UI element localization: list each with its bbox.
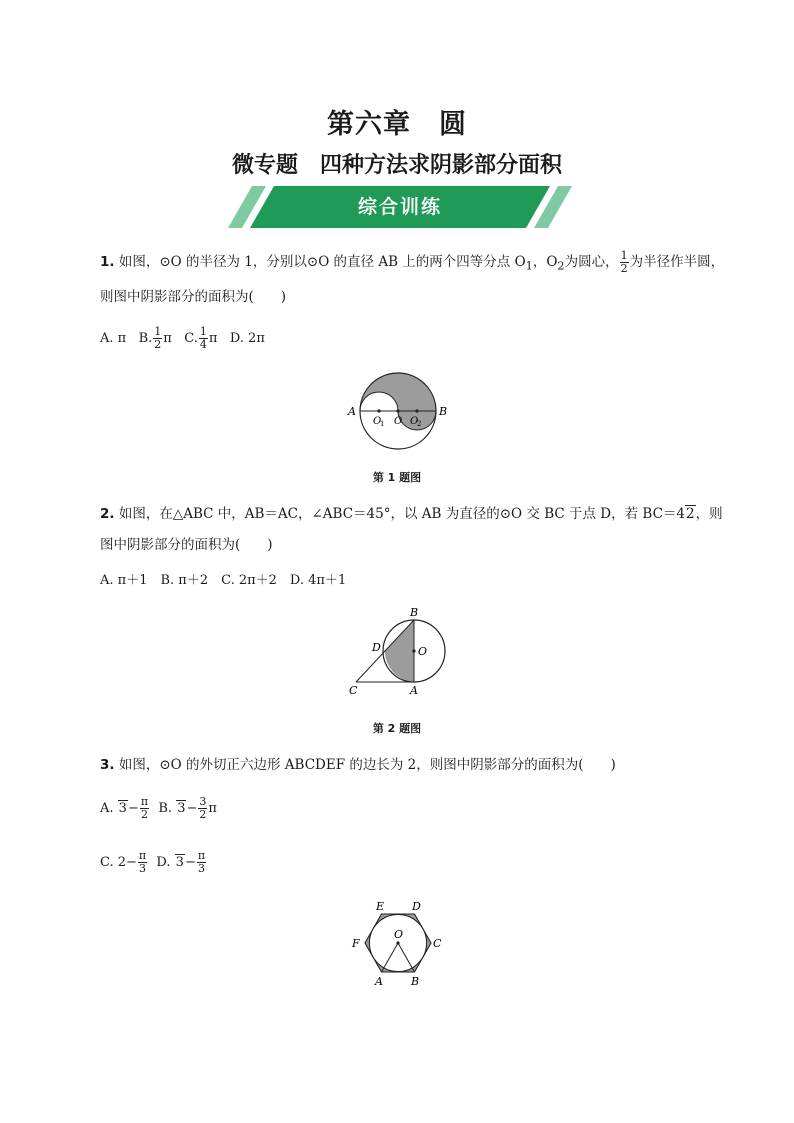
label-b: B [411,975,420,988]
label-c: C [349,684,358,697]
label-o1-sub: 1 [380,420,385,428]
option-c: C. 2− [100,855,137,870]
subscript: 2 [557,259,565,273]
figure-1-caption: 第 1 题图 [372,471,422,484]
fraction: $\frac{1}{2}$ [620,249,628,275]
label-a: A [375,975,383,988]
question-text: 为半径作半圆， [629,254,725,270]
question-text: 则图中阴影部分的面积为( ) [100,288,287,305]
label-c: C [433,937,442,950]
label-f: F [352,937,360,950]
label-o: O [394,416,403,427]
label-o: O [394,928,404,941]
label-d: D [412,900,421,913]
figure-1 [340,368,460,460]
q3-options-row-2: C. 2− $\frac{\pi}{3}$ D. 3− $\frac{\pi}{3}$ [100,849,206,875]
section-banner-label: 综合训练 [357,196,442,218]
question-text: ，则 [695,506,723,522]
label-o1: O [373,416,382,427]
label-a: A [348,405,356,418]
label-a: A [410,684,418,697]
option-b: B. [138,331,153,346]
question-text: 为圆心， [564,254,619,270]
figure-3 [346,895,450,991]
label-d: D [372,641,381,654]
label-o: O [418,645,428,658]
option-a: A. π [100,331,127,346]
question-text: 图中阴影部分的面积为( ) [100,537,273,553]
subtitle: 微专题 四种方法求阴影部分面积 [231,153,562,178]
figure-2-caption: 第 2 题图 [372,722,422,735]
label-b: B [410,606,419,619]
question-number: 3. [100,757,115,773]
q2-options: A. π＋1 B. π＋2 C. 2π＋2 D. 4π＋1 [100,573,347,588]
chapter-title: 第六章 圆 [327,109,467,140]
question-1 [100,247,730,313]
label-o2-sub: 2 [417,420,422,428]
option-d: D. 2π [229,331,265,346]
sqrt: 2 [686,506,695,522]
question-3 [100,750,730,781]
option-c: C. [184,331,198,346]
label-b: B [439,405,448,418]
q3-options-row-1: A. 3− $\frac{\pi}{2}$ B. 3− $\frac{3}{2}$ π [100,795,217,821]
figure-2 [340,603,450,699]
question-text: ，O [532,254,558,270]
question-2 [100,499,730,561]
question-number: 1. [100,254,115,270]
label-o2: O [410,416,419,427]
label-e: E [376,900,385,913]
question-text: 如图，⊙O 的外切正六边形 ABCDEF 的边长为 2，则图中阴影部分的面积为( ) [118,757,616,773]
option-b: B. [158,801,173,816]
question-text: 如图，⊙O 的半径为 1，分别以⊙O 的直径 AB 上的两个四等分点 O [118,254,526,270]
q1-options: A. π B. $\frac{1}{2}$ π C. $\frac{1}{4}$ π D. 2π [100,325,265,351]
subscript: 1 [525,259,533,273]
option-a: A. [100,801,114,816]
question-number: 2. [100,506,115,522]
question-text: 如图，在△ABC 中，AB＝AC，∠ABC＝45°，以 AB 为直径的⊙O 交 BC 于点 D，若 BC＝4 [118,506,685,522]
option-d: D. [156,855,171,870]
